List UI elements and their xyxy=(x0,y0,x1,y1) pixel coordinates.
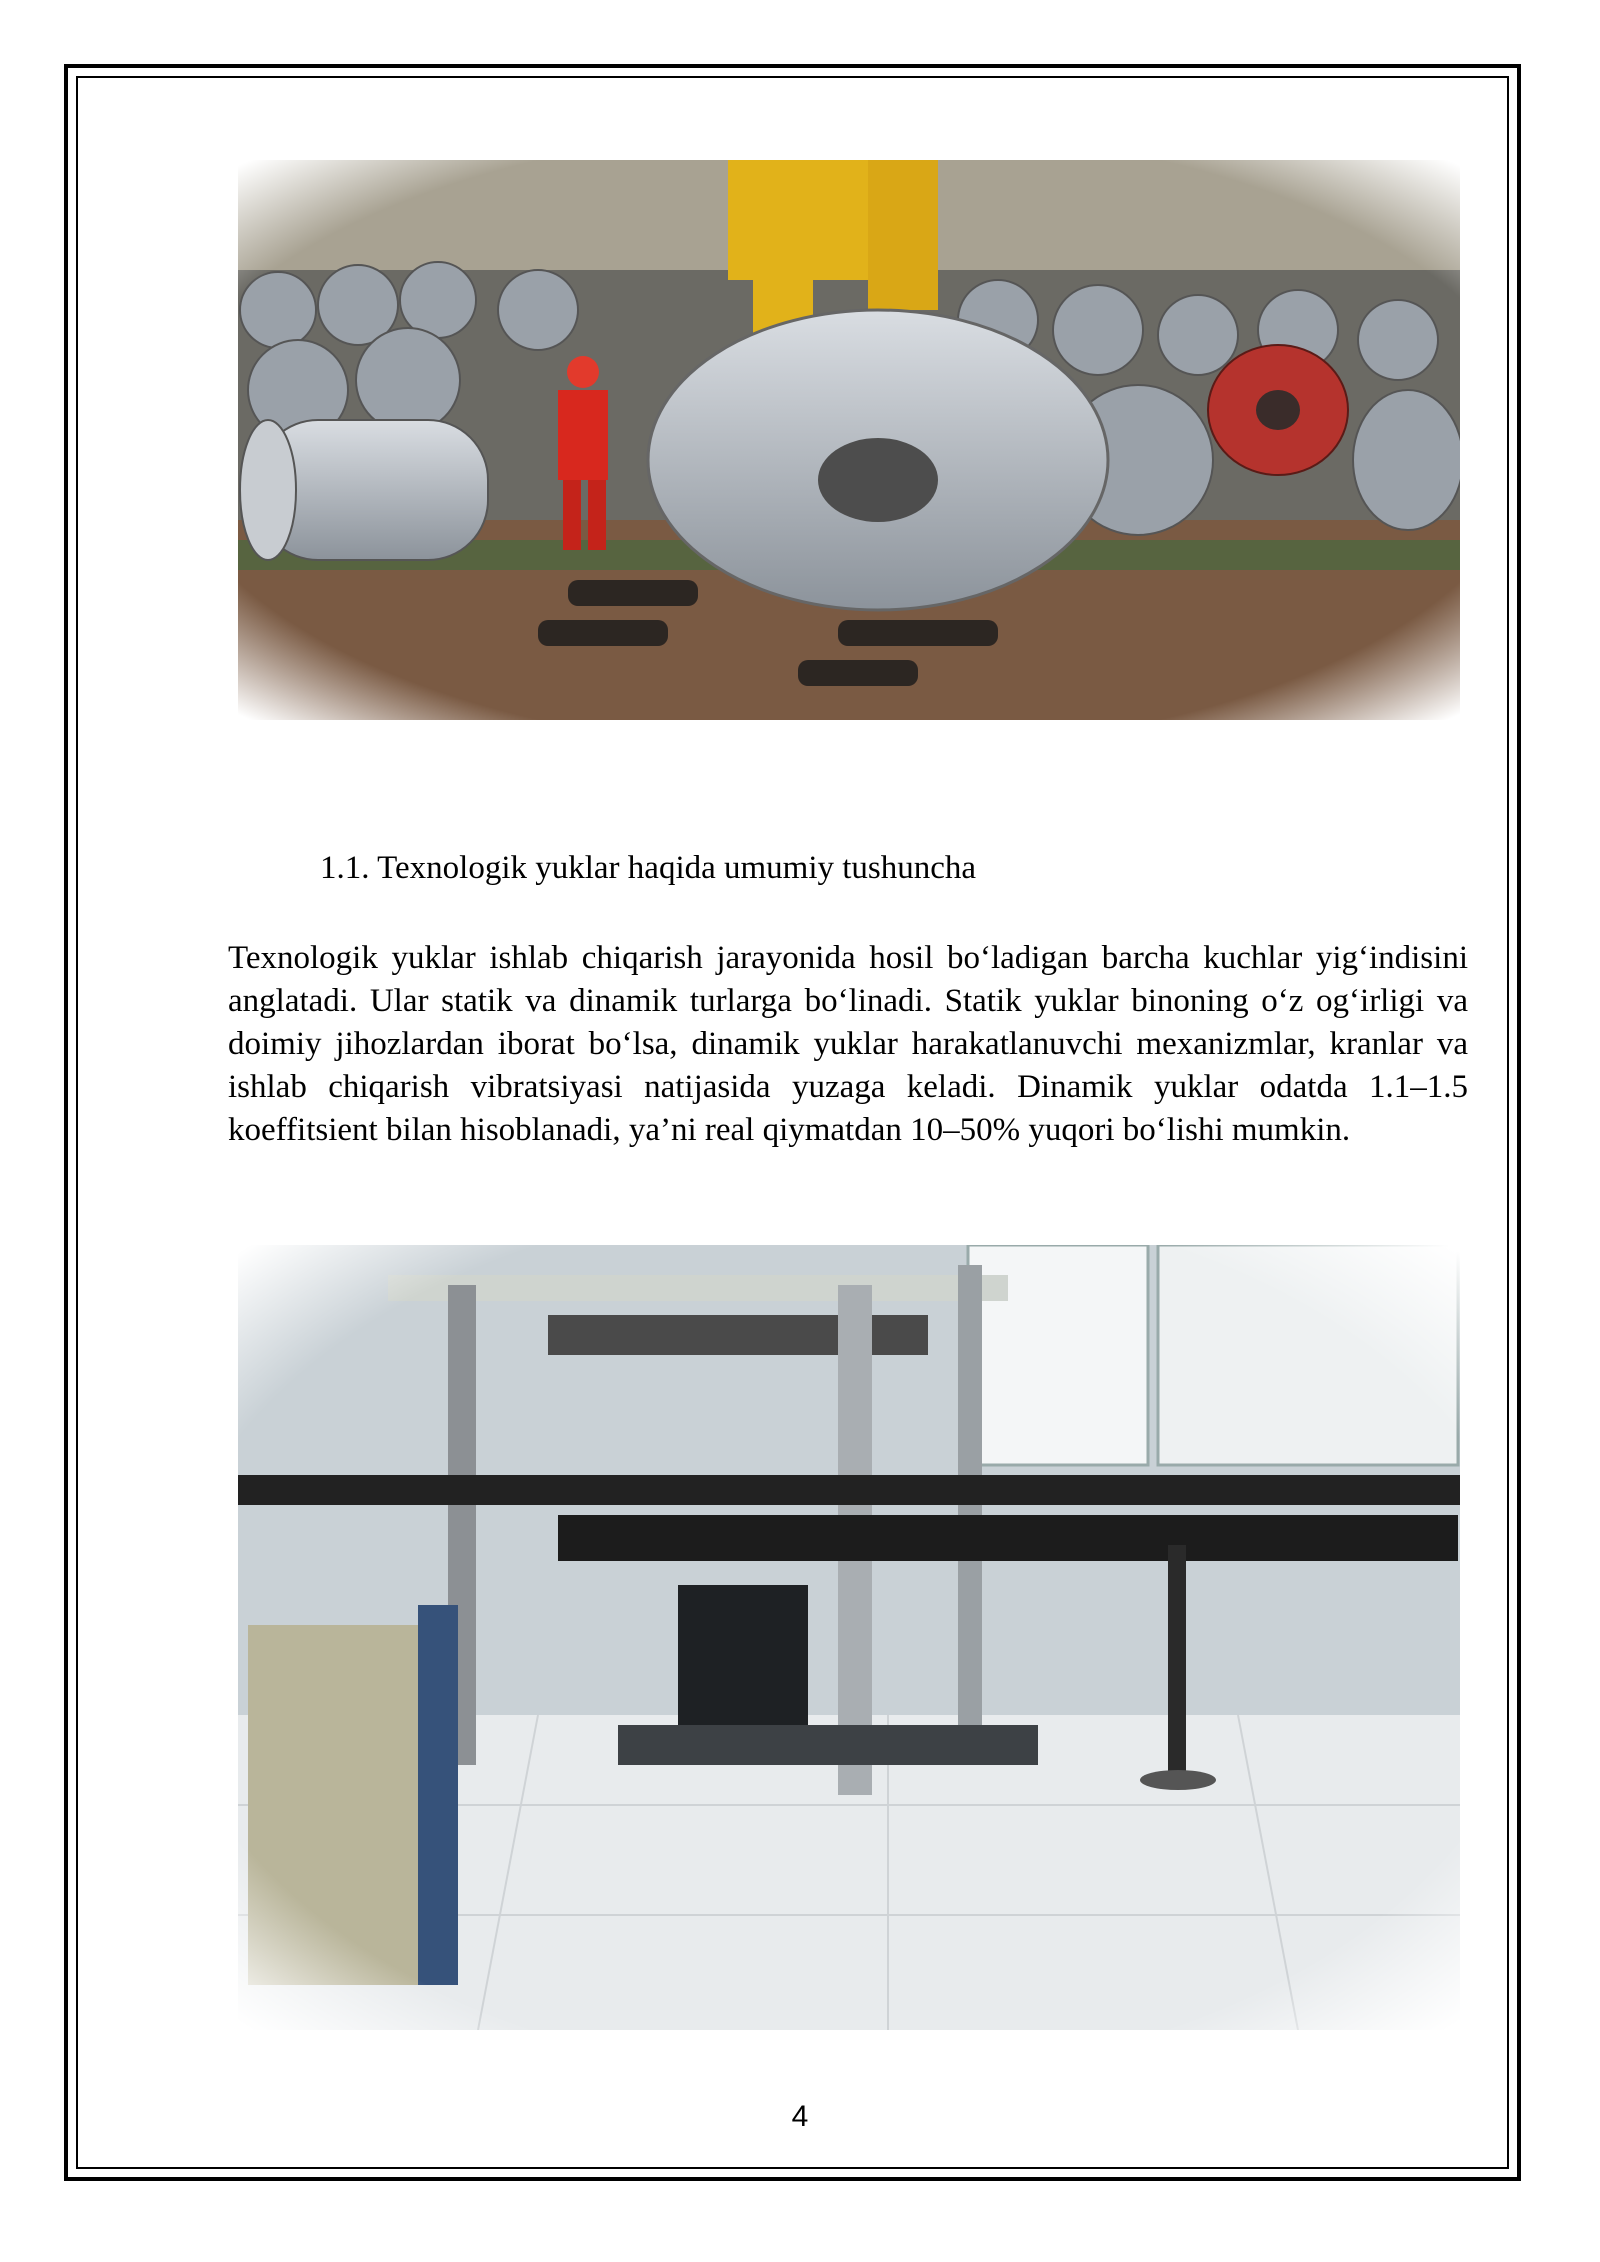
page-number: 4 xyxy=(791,2100,809,2133)
section-heading: 1.1. Texnologik yuklar haqida umumiy tushuncha xyxy=(320,850,977,886)
body-paragraph: Texnologik yuklar ishlab chiqarish jarayonida hosil bo‘ladigan barcha kuchlar yig‘indisini anglatadi. Ular statik va dinamik turlarga bo‘linadi. Statik yuklar binoning o‘z og‘irligi va doimiy jihozlardan iborat bo‘lsa, dinamik yuklar harakatlanuvchi mexanizmlar, kranlar va ishlab chiqarish vibratsiyasi natijasida yuzaga keladi. Dinamik yuklar odatda 1.1–1.5 koeffitsient bilan hisoblanadi, ya’ni real qiymatdan 10–50% yuqori bo‘lishi mumkin. xyxy=(228,940,1468,1148)
load-test-rig-photo xyxy=(238,1245,1460,2030)
steel-coils-warehouse-photo xyxy=(238,160,1460,720)
